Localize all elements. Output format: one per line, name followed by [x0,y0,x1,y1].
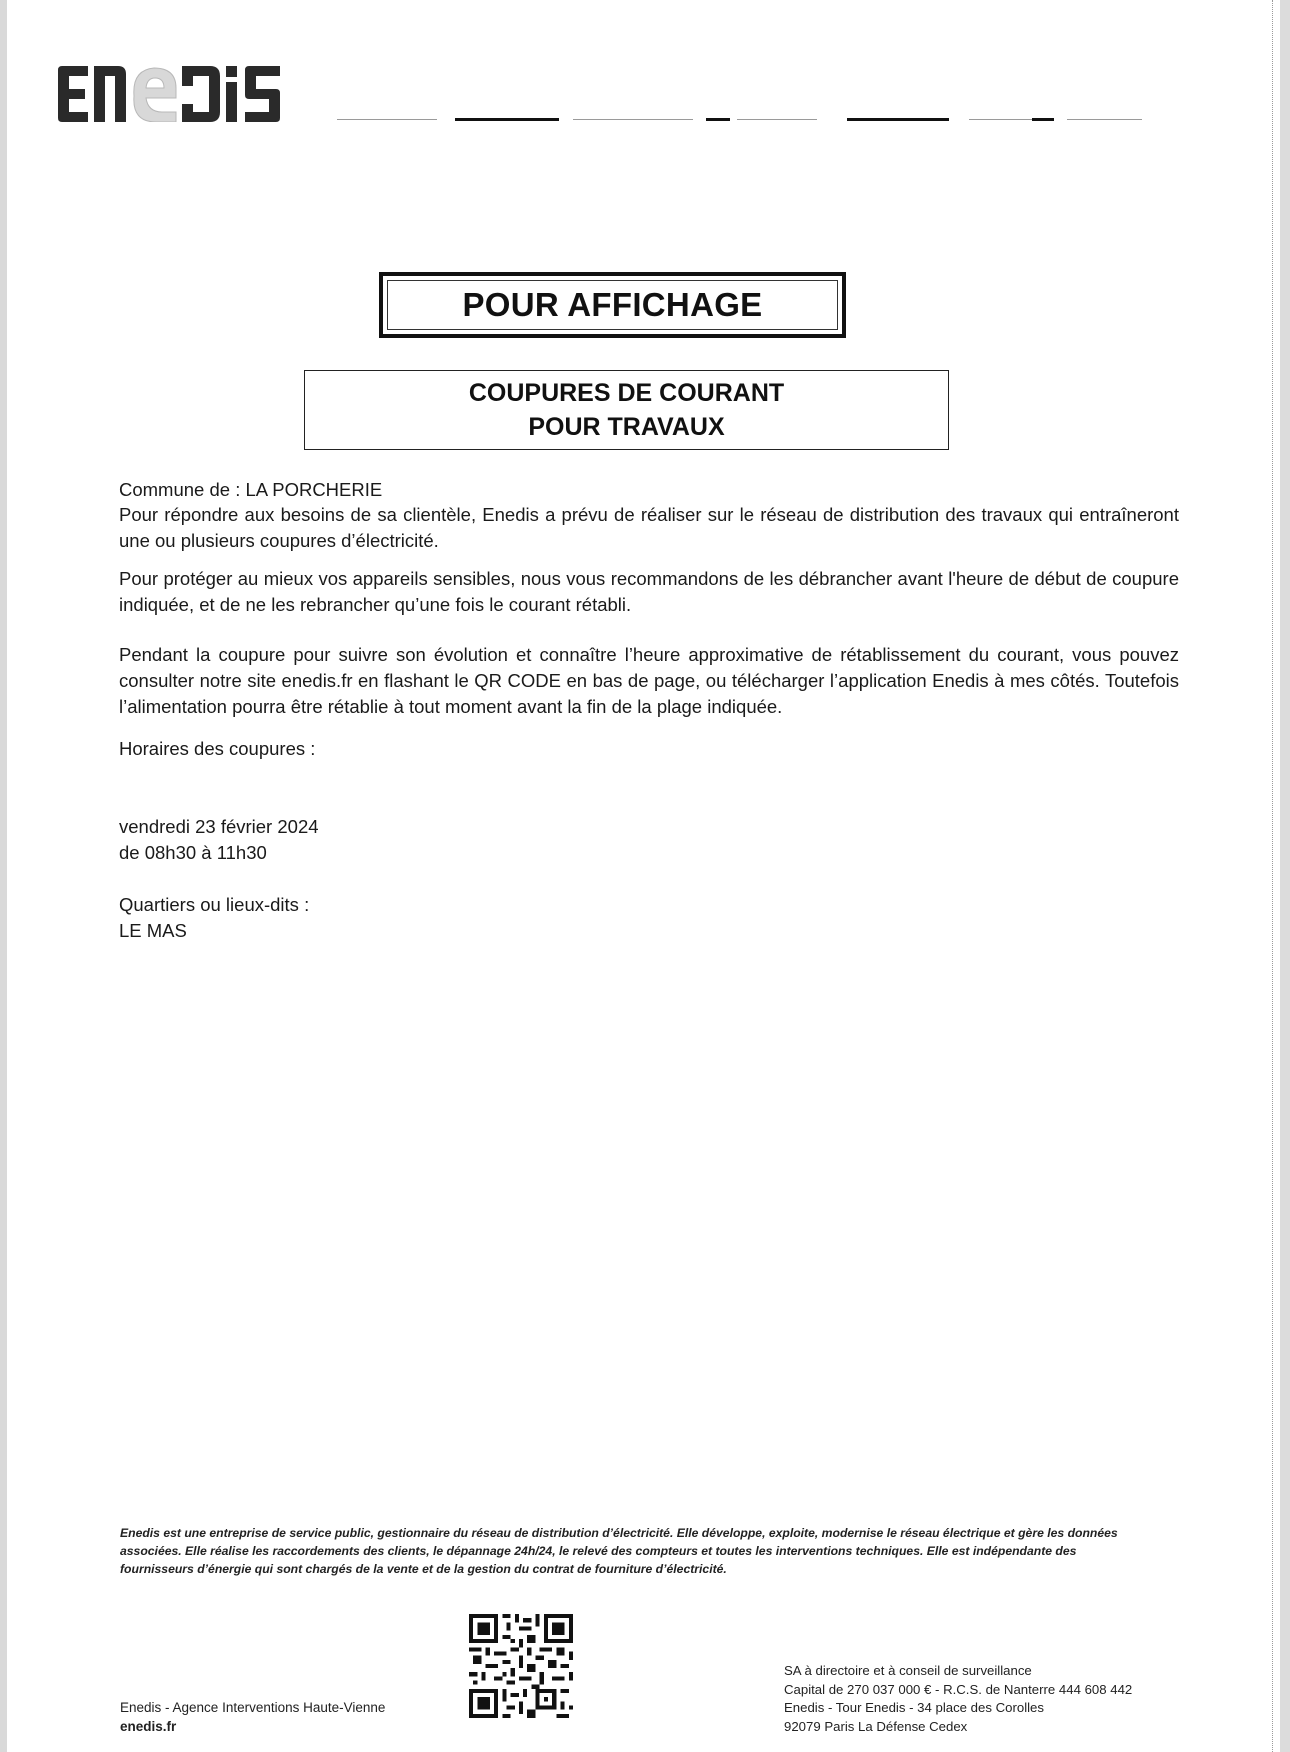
legal-notice: Enedis est une entreprise de service public, gestionnaire du réseau de distribution d’électricité. Elle développe, exploite, modernise le réseau électrique et gère les données associées. Elle réalise les raccordements des clients, le dépannage 24h/24, le relevé des compteurs et toutes les interventions techniques. Elle est indépendante des fournisseurs d’énergie qui sont chargés de la vente et de la gestion du contrat de fourniture d’électricité. [120,1526,1118,1576]
qr-code-icon[interactable] [469,1614,573,1718]
notice-title-line2: POUR TRAVAUX [528,413,725,441]
company-info [784,1662,1132,1736]
company-line-3: Enedis - Tour Enedis - 34 place des Corolles [784,1700,1044,1715]
commune-value: LA PORCHERIE [245,479,383,500]
advice-paragraph: Pour protéger au mieux vos appareils sensibles, nous vous recommandons de les débrancher avant l'heure de début de coupure indiquée, et de ne les rebrancher qu’une fois le courant rétabli. [119,568,1179,615]
scan-right-edge [1280,0,1290,1752]
outage-time: de 08h30 à 11h30 [119,842,267,863]
display-notice-box [379,272,846,338]
commune-label: Commune de : [119,479,241,500]
display-notice-label: POUR AFFICHAGE [462,286,763,323]
header-rule [337,118,1242,122]
areas-label: Quartiers ou lieux-dits : [119,894,310,915]
schedule-label: Horaires des coupures : [119,738,316,759]
tracking-paragraph: Pendant la coupure pour suivre son évolution et connaître l’heure approximative de rétablissement du courant, vous pouvez consulter notre site enedis.fr en flashant le QR CODE en bas de page, ou télécharger l’application Enedis à mes côtés. Toutefois l’alimentation pourra être rétablie à tout moment avant la fin de la plage indiquée. [119,644,1179,717]
intro-paragraph: Pour répondre aux besoins de sa clientèle, Enedis a prévu de réaliser sur le réseau de distribution des travaux qui entraîneront une ou plusieurs coupures d’électricité. [119,504,1179,551]
enedis-logo-icon [58,66,328,122]
outage-date: vendredi 23 février 2024 [119,816,319,837]
scan-left-edge [0,0,7,1752]
notice-title-box [304,370,949,450]
company-line-2: Capital de 270 037 000 € - R.C.S. de Nanterre 444 608 442 [784,1681,1133,1697]
areas-value: LE MAS [119,920,187,941]
commune-line [119,477,1179,503]
notice-title-line1: COUPURES DE COURANT [468,379,785,407]
company-line-1: SA à directoire et à conseil de surveillance [784,1663,1032,1678]
agency-name: Enedis - Agence Interventions Haute-Vienne [120,1700,386,1715]
scan-dotted-edge [1272,0,1273,1752]
agency-block [120,1698,385,1736]
company-line-4: 92079 Paris La Défense Cedex [784,1718,968,1734]
website-link[interactable]: enedis.fr [120,1719,177,1734]
